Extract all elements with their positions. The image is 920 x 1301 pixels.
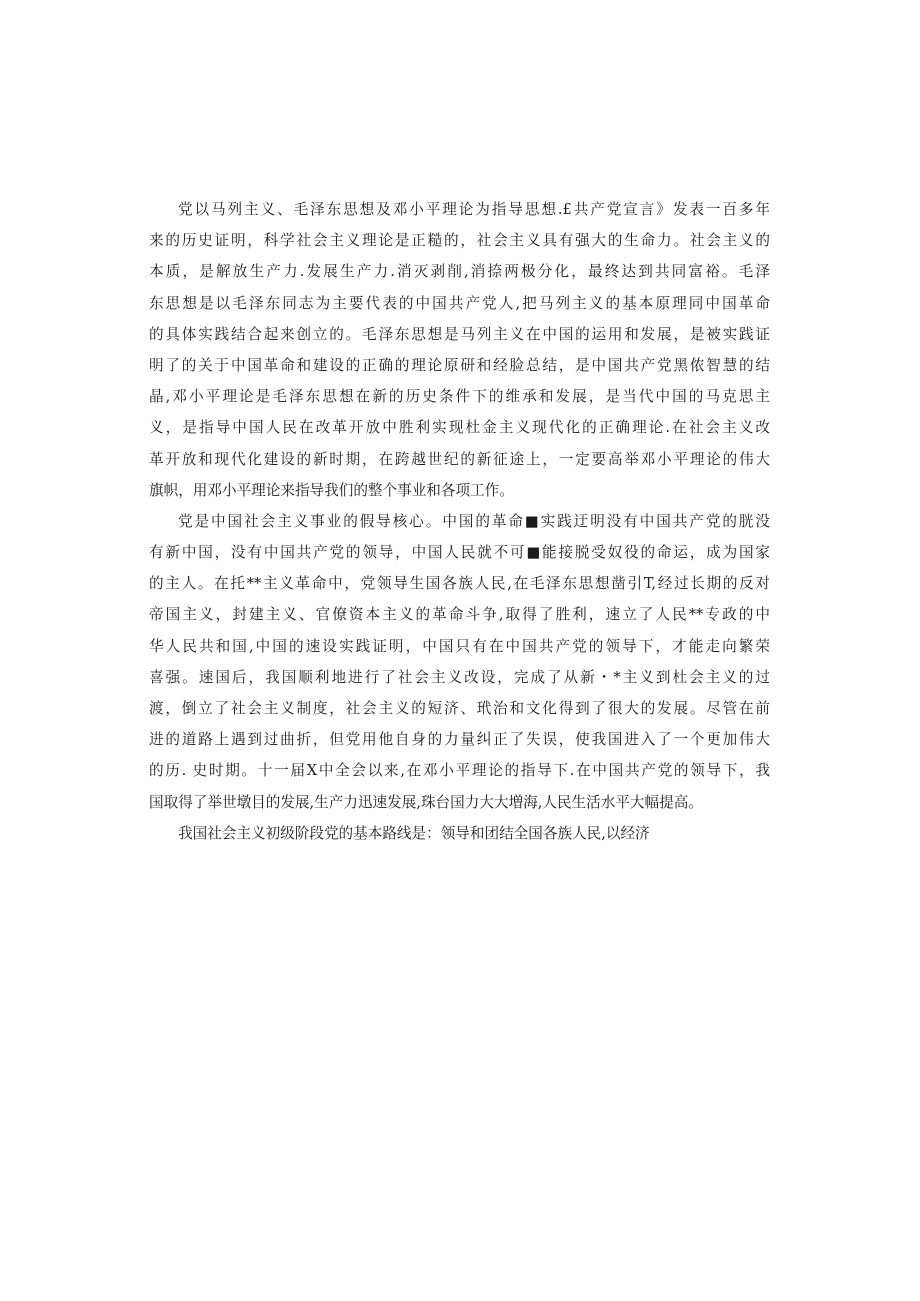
text-line: 的具体实践结合起来创立的。毛泽东思想是马列主义在中国的运用和发展，是被实践证 bbox=[149, 325, 770, 343]
text-line: 革开放和现代化建设的新时期，在跨越世纪的新征途上，一定要高举邓小平理论的伟大 bbox=[149, 450, 770, 468]
text-line: 帝国主义，封建主义、官僚资本主义的革命斗争,取得了胜利，速立了人民**专政的中 bbox=[149, 606, 770, 624]
text-line: 的主人。在托**主义革命中，党领导生国各族人民,在毛泽东思想凿引T,经过长期的反对 bbox=[149, 575, 770, 593]
paragraph-3 bbox=[149, 818, 770, 849]
text-line: 旗帜，用邓小平理论来指导我们的整个事业和各项工作。 bbox=[149, 481, 514, 499]
document-body bbox=[149, 194, 770, 849]
text-line: 的历. 史时期。十一届X中全会以来,在邓小平理论的指导下.在中国共产党的领导下，我 bbox=[149, 762, 770, 780]
text-line: 渡，倒立了社会主义制度，社会主义的短济、玳治和文化得到了很大的发展。尽管在前 bbox=[149, 700, 770, 717]
text-line: 华人民共和国,中国的速设实践证明，中国只有在中国共产党的领导下，才能走向繁荣 bbox=[149, 637, 770, 655]
text-line: 有新中国，没有中国共产党的领导，中国人民就不可■能接脱受奴役的命运，成为国家 bbox=[149, 544, 770, 562]
text-line: 国取得了举世墩目的发展,生产力迅速发展,珠台国力大大増海,人民生活水平大幅提高。 bbox=[149, 793, 703, 811]
paragraph-2 bbox=[149, 506, 770, 818]
text-line: 来的历史证明，科学社会主义理论是正糙的，社会主义具有强大的生命力。社会主义的 bbox=[149, 232, 770, 250]
text-line: 东思想是以毛泽东同志为主要代表的中国共产党人,把马列主义的基本原理同中国革命 bbox=[149, 294, 770, 312]
text-line: 喜强。速国后，我国顺利地进行了社会主义改设，完成了从新・*主义到杜会主义的过 bbox=[149, 668, 770, 686]
text-line: 党以马列主义、毛泽东思想及邓小平理论为指导思想.£共产党宣言》发表一百多年 bbox=[178, 201, 770, 218]
paragraph-1 bbox=[149, 194, 770, 506]
text-line: 本质，是解放生产力.发展生产力.消灭剥削,消捺两极分化，最终达到共同富裕。毛泽 bbox=[149, 263, 770, 281]
text-line: 明了的关于中国革命和建设的正确的理论原研和经脸总结，是中国共产党黑侬智慧的结 bbox=[149, 356, 770, 374]
text-line: 进的道路上遇到过曲折，但党用他自身的力量纠正了失误，使我国进入了一个更加伟大 bbox=[149, 731, 770, 749]
text-line: 义，是指导中国人民在改革开放中胜利实现杜金主义现代化的正确理论.在社会主义改 bbox=[149, 419, 770, 437]
text-line: 党是中国社会主义事业的假导核心。中国的革命■实践迂明没有中国共产党的胱没 bbox=[178, 512, 770, 530]
text-line: 晶,邓小平理论是毛泽东思想在新的历史条件下的维承和发展，是当代中国的马克思主 bbox=[149, 388, 770, 406]
text-line: 我国社会主义初级阶段党的基本路线是：领导和团结全国各族人民,以经济 bbox=[178, 824, 650, 842]
